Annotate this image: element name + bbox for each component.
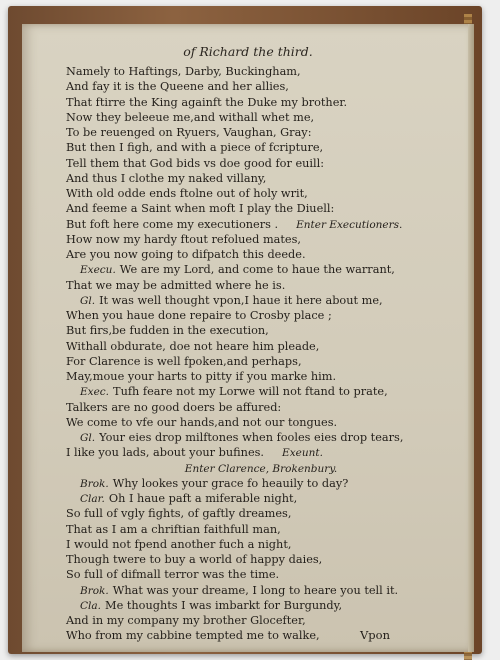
text-line [66,79,456,94]
line-text: That ftirre the King againft the Duke my brother. [66,95,348,109]
text-line [66,445,456,460]
line-text: Talkers are no good doers be affured: [66,400,282,414]
line-text: Oh I haue paft a miferable night, [108,492,298,505]
text-line [66,598,456,613]
text-line [66,415,456,430]
text-line [66,140,456,155]
line-text: And feeme a Saint when moft I play the Diuell: [66,202,335,216]
text-line [66,506,456,521]
line-text: Why lookes your grace fo heauily to day? [112,476,349,490]
text-line [66,156,456,171]
text-line [66,95,456,110]
text-line [66,232,456,247]
line-text: I like you lads, about your bufines. [66,446,265,460]
line-text: Namely to Haftings, Darby, Buckingham, [66,65,301,78]
line-text: To be reuenged on Ryuers, Vaughan, Gray: [66,126,312,139]
text-line [66,369,456,384]
speaker-prefix: Gl. [80,432,96,444]
text-line [66,628,456,643]
stage-direction: Enter Clarence, Brokenbury. [184,462,338,475]
text-line [66,461,456,476]
stage-direction: Enter Executioners. [296,218,403,231]
text-line [66,293,456,308]
line-text: Tufh feare not my Lorwe will not ftand to prate, [113,385,388,399]
line-text: But foft here come my executioners . [66,217,279,231]
book-cover [8,6,482,654]
line-text: So full of vgly fights, of gaftly dreames, [66,507,292,521]
line-text: May,moue your harts to pitty if you marke him. [66,370,337,383]
line-text: So full of difmall terror was the time. [66,568,280,582]
text-line [66,262,456,277]
line-text: Who from my cabbine tempted me to walke, [66,629,320,643]
line-text: How now my hardy ftout refolued mates, [66,232,302,246]
line-text: I would not fpend another fuch a night, [66,537,292,551]
page-edge [468,24,474,652]
line-text: Withall obdurate, doe not heare him pleade, [66,339,320,353]
running-head: of Richard the third. [183,44,313,59]
line-text: Though twere to buy a world of happy daies, [66,553,323,566]
text-line [66,567,456,582]
text-line [66,186,456,201]
stage-direction: Exeunt. [282,447,323,460]
text-line [66,552,456,567]
text-line [66,583,456,598]
line-text: Now they beleeue me,and withall whet me, [66,110,315,124]
book-page [22,24,474,652]
text-line [66,247,456,262]
line-text: Your eies drop milftones when fooles eies drop tears, [99,431,404,444]
text-line [66,323,456,338]
line-text: But then I figh, and with a piece of fcripture, [66,141,324,155]
line-text: For Clarence is well fpoken,and perhaps, [66,354,302,368]
text-line [66,278,456,293]
text-line [66,201,456,216]
text-line [66,537,456,552]
speaker-prefix: Cla. [80,599,101,612]
catchword: Vpon [360,628,390,642]
text-line [66,476,456,491]
text-line [66,491,456,506]
text-line [66,384,456,399]
text-line [66,339,456,354]
line-text: When you haue done repaire to Crosby place ; [66,309,332,322]
text-line [66,430,456,445]
line-text: Me thoughts I was imbarkt for Burgundy, [105,598,343,612]
line-text: We are my Lord, and come to haue the warrant, [119,263,395,277]
text-line [66,171,456,186]
line-text: And fay it is the Queene and her allies, [66,80,289,94]
text-line [66,308,456,323]
speaker-prefix: Brok. [80,477,109,490]
speaker-prefix: Exec. [80,386,110,399]
text-line [66,110,456,125]
text-line [66,522,456,537]
line-text: That as I am a chriftian faithfull man, [66,522,281,536]
text-block [66,64,456,644]
speaker-prefix: Gl. [80,294,96,307]
line-text: We come to vfe our hands,and not our tongues. [66,415,338,429]
text-line [66,64,456,79]
speaker-prefix: Clar. [80,493,105,505]
text-line [66,400,456,415]
line-text: With old odde ends ftolne out of holy writ, [66,187,308,200]
line-text: It was well thought vpon,I haue it here about me, [99,293,383,307]
text-line [66,217,456,232]
line-text: What was your dreame, I long to heare you tell it. [112,583,399,597]
line-text: But firs,be fudden in the execution, [66,324,269,338]
line-text: Are you now going to difpatch this deede. [66,248,306,261]
line-text: And in my company my brother Glocefter, [66,614,306,627]
line-text: Tell them that God bids vs doe good for euill: [66,156,325,170]
line-text: And thus I clothe my naked villany, [66,171,267,185]
text-line [66,354,456,369]
line-text: That we may be admitted where he is. [66,278,286,292]
speaker-prefix: Brok. [80,584,109,597]
speaker-prefix: Execu. [80,264,116,277]
text-line [66,613,456,628]
text-line [66,125,456,140]
